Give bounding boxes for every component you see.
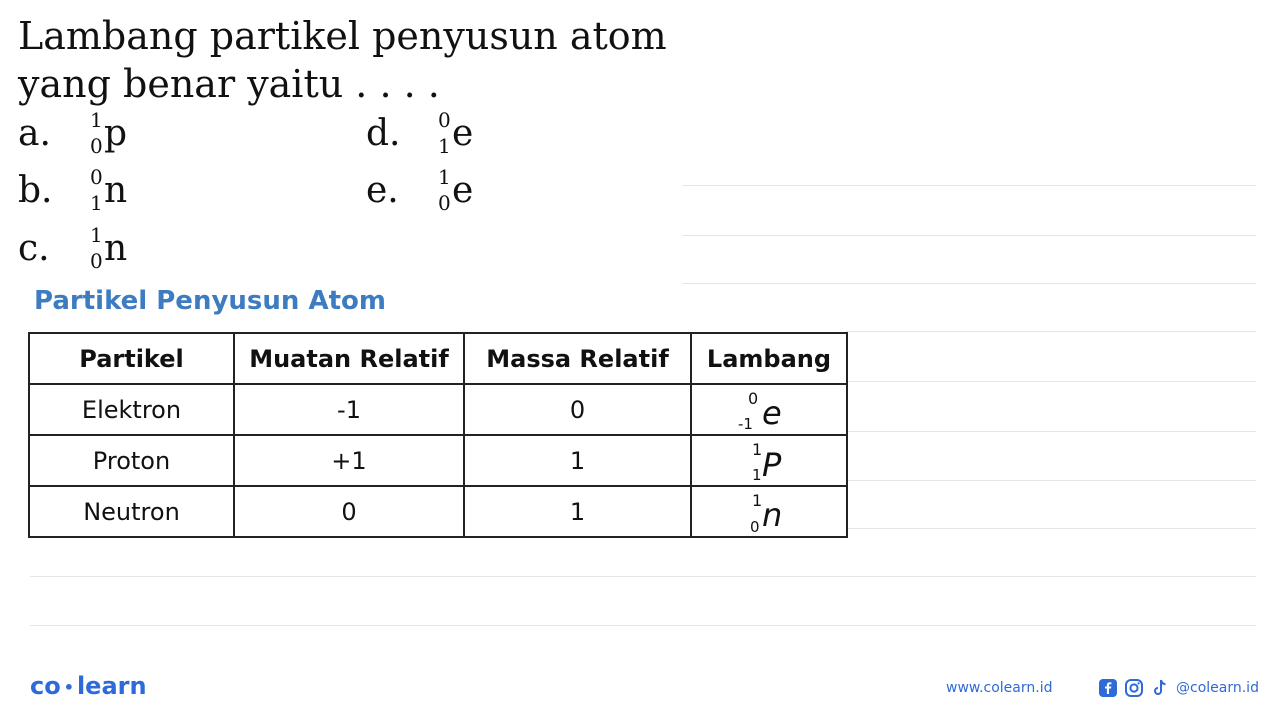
cell-massa: 1 <box>464 435 691 486</box>
atomic-number: 1 <box>438 134 451 158</box>
cell-muatan: 0 <box>234 486 464 537</box>
ruled-line <box>682 283 1256 284</box>
mass-number: 1 <box>90 223 103 247</box>
social-links <box>1098 676 1259 700</box>
ruled-line <box>846 528 1256 529</box>
option-letter: a. <box>18 113 51 154</box>
handwritten-nuclide <box>734 489 804 535</box>
logo-dot-icon: • <box>63 677 74 697</box>
ruled-line <box>846 331 1256 332</box>
ruled-line <box>846 381 1256 382</box>
option-letter: b. <box>18 170 53 211</box>
table-row <box>29 435 847 486</box>
hand-number: 0 <box>750 517 760 535</box>
mass-number: 1 <box>90 108 103 132</box>
ruled-line <box>682 235 1256 236</box>
cell-massa: 0 <box>464 384 691 435</box>
handwritten-nuclide <box>734 438 804 484</box>
section-title: Partikel Penyusun Atom <box>34 286 386 316</box>
cell-partikel: Elektron <box>29 384 234 435</box>
question-line-1: Lambang partikel penyusun atom <box>18 14 667 58</box>
element-symbol: p <box>104 113 128 154</box>
element-symbol: e <box>452 170 474 211</box>
logo-right-text: learn <box>76 672 147 700</box>
mass-number: 0 <box>438 108 451 132</box>
colearn-logo[interactable] <box>30 672 147 700</box>
handwritten-nuclide <box>734 387 804 433</box>
table-row <box>29 384 847 435</box>
tiktok-icon[interactable] <box>1150 678 1170 698</box>
question-line-2: yang benar yaitu . . . . <box>18 62 440 106</box>
cell-muatan: -1 <box>234 384 464 435</box>
website-link[interactable]: www.colearn.id <box>946 680 1053 696</box>
atomic-number: 0 <box>438 191 451 215</box>
ruled-line <box>30 625 1256 626</box>
hand-mass: 0 <box>748 388 759 408</box>
element-symbol: n <box>104 228 128 269</box>
mass-number: 0 <box>90 165 103 189</box>
cell-partikel: Neutron <box>29 486 234 537</box>
hand-mass: 1 <box>752 490 763 510</box>
hand-number: 1 <box>752 465 762 484</box>
ruled-line <box>682 185 1256 186</box>
mass-number: 1 <box>438 165 451 189</box>
cell-muatan: +1 <box>234 435 464 486</box>
column-header: Lambang <box>691 333 847 384</box>
table-row <box>29 486 847 537</box>
cell-lambang <box>691 486 847 537</box>
facebook-icon[interactable] <box>1098 678 1118 698</box>
hand-number: -1 <box>738 414 753 433</box>
social-handle[interactable]: @colearn.id <box>1176 680 1259 696</box>
cell-partikel: Proton <box>29 435 234 486</box>
atomic-number: 0 <box>90 249 103 273</box>
instagram-icon[interactable] <box>1124 678 1144 698</box>
hand-symbol: e <box>762 393 782 432</box>
hand-mass: 1 <box>752 439 763 459</box>
column-header: Muatan Relatif <box>234 333 464 384</box>
particle-table <box>28 332 848 538</box>
cell-massa: 1 <box>464 486 691 537</box>
hand-symbol: n <box>762 495 783 534</box>
element-symbol: n <box>104 170 128 211</box>
cell-lambang <box>691 435 847 486</box>
column-header: Massa Relatif <box>464 333 691 384</box>
option-letter: d. <box>366 113 401 154</box>
table-header-row <box>29 333 847 384</box>
atomic-number: 1 <box>90 191 103 215</box>
atomic-number: 0 <box>90 134 103 158</box>
option-letter: c. <box>18 228 50 269</box>
column-header: Partikel <box>29 333 234 384</box>
element-symbol: e <box>452 113 474 154</box>
ruled-line <box>846 480 1256 481</box>
cell-lambang <box>691 384 847 435</box>
option-letter: e. <box>366 170 399 211</box>
logo-left-text: co <box>30 672 61 700</box>
hand-symbol: P <box>762 445 782 484</box>
ruled-line <box>846 431 1256 432</box>
ruled-line <box>30 576 1256 577</box>
